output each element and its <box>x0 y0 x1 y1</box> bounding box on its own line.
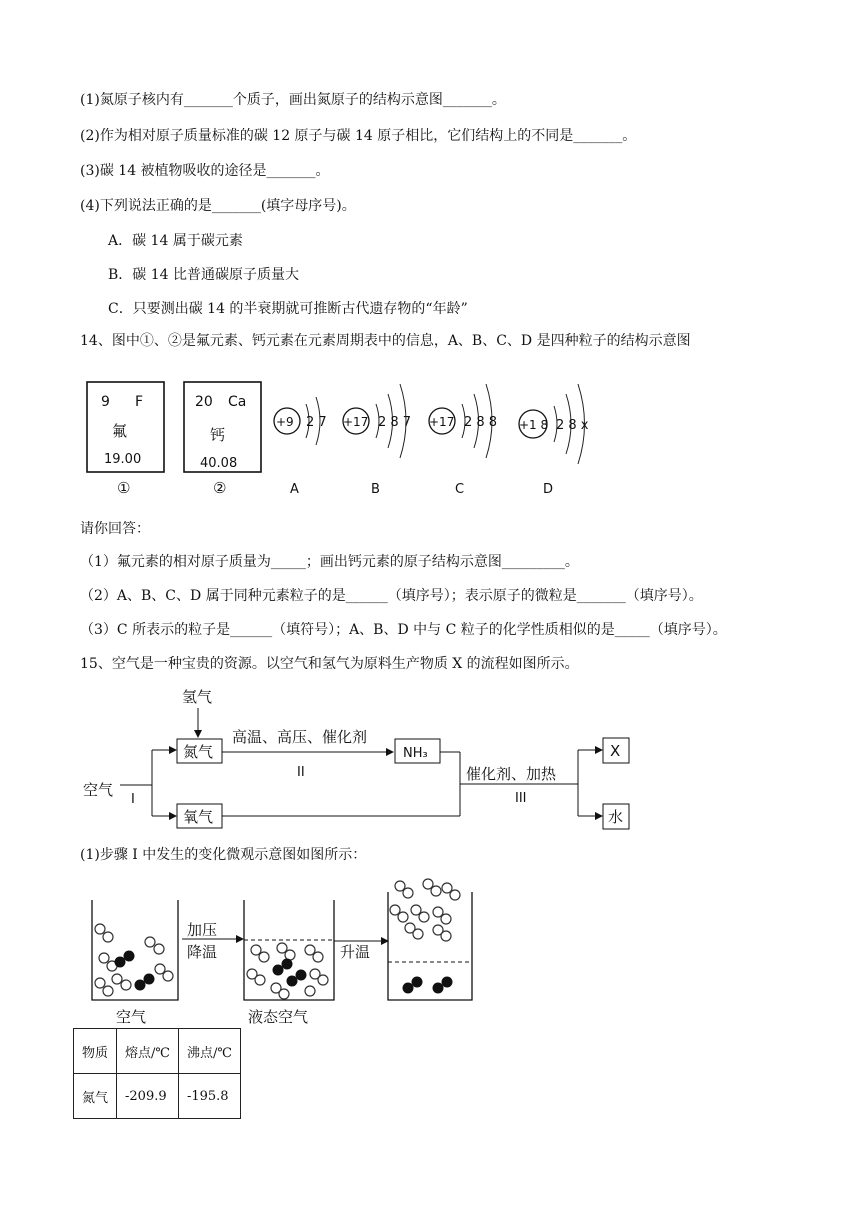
table-cell: -195.8 <box>178 1074 240 1119</box>
card1-name: 氟 <box>112 422 128 440</box>
particle-b-shells: 2 8 7 <box>378 415 412 430</box>
flow-air-label: 空气 <box>83 781 114 799</box>
card1-label: ① <box>117 479 131 497</box>
card2-label: ② <box>213 479 227 497</box>
flow-water-box: 水 <box>608 808 624 826</box>
particle-b-nucleus: +17 <box>343 415 369 429</box>
table-cell: -209.9 <box>117 1074 179 1119</box>
table-header-cell: 熔点/℃ <box>117 1029 179 1074</box>
particle-a-label: A <box>290 482 299 497</box>
q15-sub-1: (1)步骤 I 中发生的变化微观示意图如图所示： <box>80 847 367 863</box>
q14-answer-2: （2）A、B、C、D 属于同种元素粒子的是______（填序号）；表示原子的微粒是_______（填序号）。 <box>80 588 703 604</box>
table-cell: 氮气 <box>74 1074 117 1119</box>
particle-b-label: B <box>371 482 380 497</box>
q13-line-4: (4)下列说法正确的是_______(填字母序号)。 <box>80 198 356 214</box>
micro-arrow-heat: 升温 <box>340 943 371 961</box>
card1-number: 9 <box>101 394 110 410</box>
particle-c-shells: 2 8 8 <box>464 415 498 430</box>
q14-stem: 14、图中①、②是氟元素、钙元素在元素周期表中的信息，A、B、C、D 是四种粒子的结构示意图 <box>80 333 691 349</box>
particle-c-label: C <box>455 482 465 497</box>
q13-line-3: (3)碳 14 被植物吸收的途径是_______。 <box>80 163 330 179</box>
q13-option-a: A．碳 14 属于碳元素 <box>108 233 243 249</box>
card1-mass: 19.00 <box>104 452 142 467</box>
q14-answer-3: （3）C 所表示的粒子是______（填符号）；A、B、D 中与 C 粒子的化学性质相似的是_____（填序号）。 <box>80 622 727 638</box>
card1-symbol: F <box>135 394 144 410</box>
card2-name: 钙 <box>210 426 226 444</box>
particle-d-shells: 2 8 x <box>556 418 589 433</box>
card2-symbol: Ca <box>228 394 247 410</box>
q15-stem: 15、空气是一种宝贵的资源。以空气和氢气为原料生产物质 X 的流程如图所示。 <box>80 656 579 672</box>
q13-line-2: (2)作为相对原子质量标准的碳 12 原子与碳 14 原子相比，它们结构上的不同是_______。 <box>80 128 637 144</box>
particle-b-diagram <box>343 384 411 497</box>
flow-condition-2: 高温、高压、催化剂 <box>232 728 368 746</box>
card2-mass: 40.08 <box>200 456 238 471</box>
flow-step-2: II <box>297 765 305 780</box>
table-header-cell: 沸点/℃ <box>178 1029 240 1074</box>
q13-line-1: (1)氮原子核内有_______个质子，画出氮原子的结构示意图_______。 <box>80 92 506 108</box>
particle-c-nucleus: +17 <box>429 415 455 429</box>
q14-figure <box>0 360 860 505</box>
table-header-cell: 物质 <box>74 1029 117 1074</box>
flow-nh3-box: NH₃ <box>403 746 428 761</box>
micro-arrow-pressurize: 加压 <box>187 921 218 939</box>
flow-nitrogen-box: 氮气 <box>183 743 214 761</box>
flow-step-3: III <box>515 791 527 806</box>
flow-x-box: X <box>610 742 621 760</box>
particle-d-nucleus: +1 8 <box>519 418 549 432</box>
particle-c-diagram <box>429 384 497 497</box>
micro-caption-air: 空气 <box>116 1008 147 1026</box>
flow-condition-3: 催化剂、加热 <box>466 765 557 783</box>
particle-a-nucleus: +9 <box>276 415 294 429</box>
table-header-row <box>74 1029 241 1074</box>
flow-oxygen-box: 氧气 <box>183 808 214 826</box>
table-row <box>74 1074 241 1119</box>
particle-d-label: D <box>543 482 554 497</box>
q15-micro-diagram <box>0 870 860 1030</box>
particle-d-diagram <box>519 384 589 497</box>
micro-arrow-cool: 降温 <box>187 943 218 961</box>
q14-answer-1: （1）氟元素的相对原子质量为_____；画出钙元素的原子结构示意图_________。 <box>80 554 579 570</box>
flow-step-1: I <box>131 792 135 807</box>
q15-flow-diagram <box>0 680 860 840</box>
properties-table <box>73 1028 241 1119</box>
flow-hydrogen-label: 氢气 <box>182 688 213 706</box>
micro-caption-liquid-air: 液态空气 <box>248 1008 309 1026</box>
particle-a-diagram <box>274 397 327 497</box>
q13-option-b: B．碳 14 比普通碳原子质量大 <box>108 267 300 283</box>
card2-number: 20 <box>195 394 213 410</box>
q14-ask: 请你回答： <box>80 521 150 537</box>
particle-a-shells: 2 7 <box>306 415 327 430</box>
q13-option-c: C．只要测出碳 14 的半衰期就可推断古代遗存物的“年龄” <box>108 301 468 317</box>
